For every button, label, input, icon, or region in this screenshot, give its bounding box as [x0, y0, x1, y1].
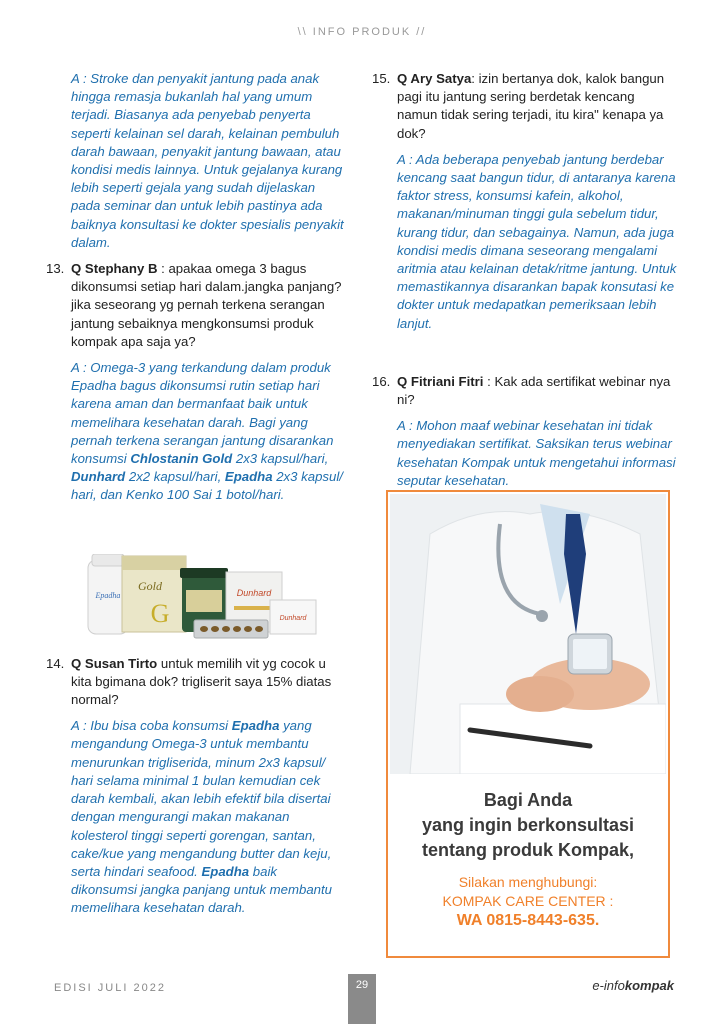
question-14	[46, 655, 346, 710]
product-name: Epadha	[231, 718, 280, 734]
question-text: Q Stephany B : apakaa omega 3 bagus dikonsumsi setiap hari dalam.jangka panjang? jika seseorang yg pernah terkena serangan jantung sebaiknya mengkonsumsi produk kompak apa saja ya?	[71, 261, 342, 349]
answer-13: A : Omega-3 yang terkandung dalam produk Epadha bagus dikonsumsi rutin setiap hari karena aman dan bermanfaat baik untuk memelihara kesehatan darah. Bagi yang pernah terkena serangan jantung disarankan konsumsi Chlostanin Gold 2x3 kapsul/hari, Dunhard 2x2 kapsul/hari, Epadha 2x3 kapsul/ hari, dan Kenko 100 Sai 1 botol/hari.	[71, 360, 343, 503]
question-number: 13.	[46, 261, 65, 277]
question-number: 15.	[372, 71, 391, 86]
promo-heading-line: tentang produk Kompak,	[421, 840, 634, 860]
promo-contact-label: Silakan menghubungi:	[458, 874, 598, 890]
asker-name: Q Stephany B	[71, 261, 158, 277]
promo-text	[388, 788, 668, 930]
svg-text:G: G	[150, 599, 170, 628]
brand-logo: e-infokompak	[592, 978, 674, 993]
promo-whatsapp-number: WA 0815-8443-635.	[456, 912, 600, 929]
question-number: 16.	[372, 373, 391, 389]
question-text: Q Fitriani Fitri : Kak ada sertifikat webinar nya ni?	[397, 373, 671, 408]
product-label-epadha: Epadha	[95, 591, 121, 600]
promo-heading-line: yang ingin berkonsultasi	[421, 815, 635, 835]
question-15	[372, 70, 678, 143]
product-name: Chlostanin Gold	[130, 451, 233, 467]
right-column	[372, 70, 678, 490]
page-number: 29	[348, 974, 376, 1024]
doctor-photo	[390, 494, 666, 774]
consultation-promo-box	[386, 490, 670, 958]
question-13	[46, 260, 346, 351]
answer-14: A : Ibu bisa coba konsumsi Epadha yang mengandung Omega-3 untuk membantu menurunkan trigliserida, minum 2x3 kapsul/ hari selama minimal 1 bulan kemudian cek darah kembali, akan lebih efektif bila disertai dengan mengurangi makan makanan kolesterol tinggi seperti gorengan, santan, cake/kue yang mengandung butter dan keju, serta hindari seafood. Epadha baik dikonsumsi jangka panjang untuk membantu memelihara kesehatan darah.	[71, 718, 332, 916]
left-column	[46, 70, 346, 918]
promo-care-center: KOMPAK CARE CENTER :	[442, 893, 614, 909]
product-name: Epadha	[224, 469, 273, 485]
product-name: Epadha	[201, 863, 250, 879]
product-label-gold: Gold	[138, 579, 162, 593]
asker-name: Q Ary Satya	[397, 71, 472, 86]
answer-16: A : Mohon maaf webinar kesehatan ini tidak menyediakan sertifikat. Saksikan terus webinar kesehatan Kompak untuk mengetahui informasi seputar kesehatan.	[397, 418, 676, 488]
asker-name: Q Fitriani Fitri	[397, 373, 484, 389]
svg-text:Dunhard: Dunhard	[279, 615, 307, 622]
promo-heading-line: Bagi Anda	[483, 790, 573, 810]
product-image	[84, 554, 320, 640]
section-header: \\ INFO PRODUK //	[297, 26, 427, 38]
asker-name: Q Susan Tirto	[71, 655, 158, 671]
question-text: Q Ary Satya: izin bertanya dok, kalok bangun pagi itu jantung sering berdetak kencang namun tidak sering terjadi, itu kira" kenapa ya dok?	[397, 71, 665, 141]
question-16	[372, 373, 678, 409]
question-number: 14.	[46, 655, 65, 671]
product-name: Dunhard	[71, 469, 126, 485]
product-label-dunhard: Dunhard	[236, 588, 272, 598]
question-text: Q Susan Tirto untuk memilih vit yg cocok u kita bgimana dok? trigliserit saya 15% diatas normal?	[71, 655, 332, 708]
answer-12: A : Stroke dan penyakit jantung pada anak hingga remasja bukanlah hal yang umum terjadi. Biasanya ada penyebab penyerta seperti kelainan sel darah, kelainan pembuluh darah bawaan, penyakit jantung bawaan, atau kondisi medis lainnya. Untuk gejalanya kurang lebih seperti gejala yang sudah dijelaskan pada seminar dan untuk lebih pastinya ada baiknya konsultasi ke dokter spesialis penyakit dalam.	[71, 71, 344, 250]
answer-15: A : Ada beberapa penyebab jantung berdebar kencang saat bangun tidur, di antaranya karena faktor stress, konsumsi kafein, alkohol, makanan/minuman tinggi gula sebelum tidur, kurang tidur, dan sebagainya. Namun, ada juga kondisi medis dimana seseorang mengalami aritmia atau kelainan detak/ritme jantung. Untuk memastikannya disarankan bapak konsutasi ke dokter untuk medapatkan pemeriksaan lebih lanjut.	[397, 151, 677, 331]
edition-label: EDISI JULI 2022	[54, 982, 166, 994]
